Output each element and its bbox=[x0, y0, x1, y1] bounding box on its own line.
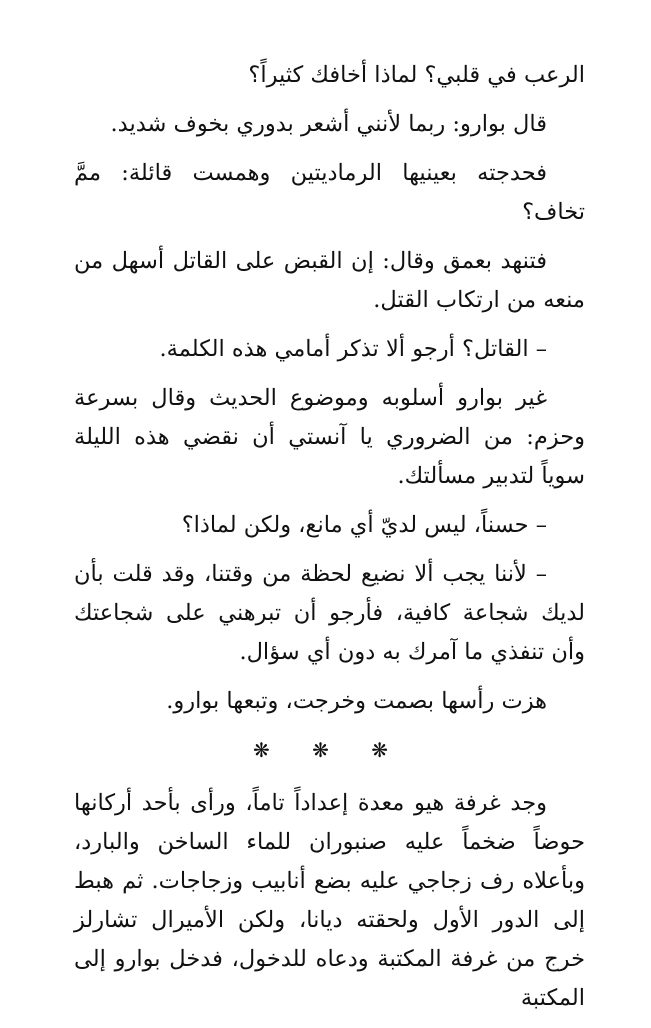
paragraph-9: هزت رأسها بصمت وخرجت، وتبعها بوارو. bbox=[166, 688, 547, 714]
paragraph-4: فتنهد بعمق وقال: إن القبض على القاتل أسهل من منعه من ارتكاب القتل. bbox=[74, 248, 585, 313]
paragraph-2: قال بوارو: ربما لأنني أشعر بدوري بخوف شديد. bbox=[110, 111, 547, 137]
paragraph-10: وجد غرفة هيو معدة إعداداً تاماً، ورأى بأحد أركانها حوضاً ضخماً عليه صنبوران للماء الساخن والبارد، وبأعلاه رف زجاجي عليه بضع أنابيب وزجاجات. ثم هبط إلى الدور الأول ولحقته ديانا، ولكن الأميرال تشارلز خرج من غرفة المكتبة ودعاه للدخول، فدخل بوارو إلى المكتبة bbox=[74, 790, 585, 1011]
paragraph-8: – لأننا يجب ألا نضيع لحظة من وقتنا، وقد قلت بأن لديك شجاعة كافية، فأرجو أن تبرهني على شجاعتك وأن تنفذي ما آمرك به دون أي سؤال. bbox=[74, 561, 585, 665]
paragraph-3: فحدجته بعينيها الرماديتين وهمست قائلة: ممَّ تخاف؟ bbox=[74, 160, 585, 225]
paragraph-1: الرعب في قلبي؟ لماذا أخافك كثيراً؟ bbox=[248, 62, 585, 88]
book-page bbox=[74, 56, 585, 1028]
paragraph-5: – القاتل؟ أرجو ألا تذكر أمامي هذه الكلمة. bbox=[159, 336, 547, 362]
paragraph-7: – حسناً، ليس لديّ أي مانع، ولكن لماذا؟ bbox=[181, 512, 547, 538]
section-separator: ❋ ❋ ❋ bbox=[253, 738, 406, 762]
paragraph-6: غير بوارو أسلوبه وموضوع الحديث وقال بسرعة وحزم: من الضروري يا آنستي أن نقضي هذه الليلة سوياً لتدبير مسألتك. bbox=[74, 385, 585, 489]
